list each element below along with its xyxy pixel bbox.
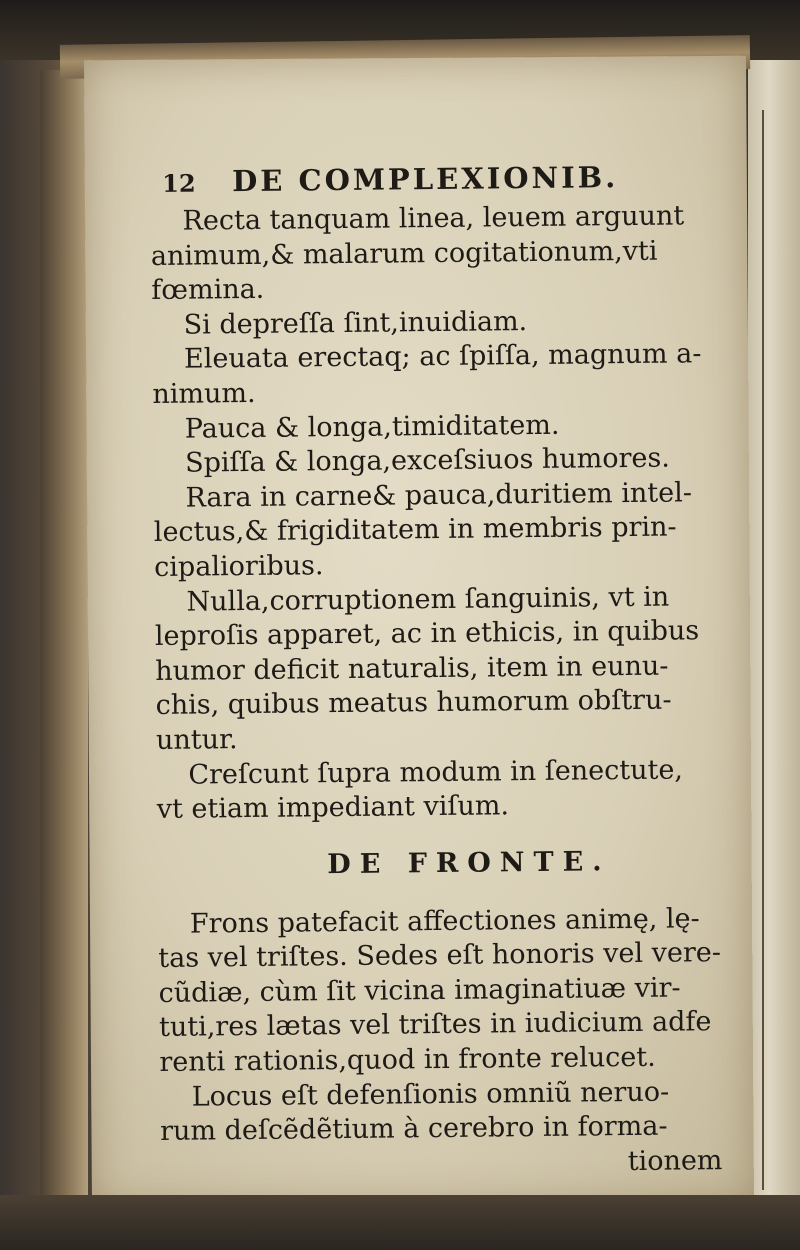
text-line: renti rationis,quod in fronte relucet. <box>159 1041 656 1079</box>
catchword: tionem <box>627 1144 723 1177</box>
body-paragraphs <box>150 199 726 828</box>
text-line: Spiſſa & longa,exceſsiuos humores. <box>184 442 671 479</box>
text-line: humor deficit naturalis, item in eunu- <box>155 650 669 687</box>
text-line: Nulla,corruptionem ſanguinis, vt in <box>186 581 670 618</box>
text-line: cũdiæ, cùm ſit vicina imaginatiuæ vir- <box>158 972 681 1009</box>
text-line: animum,& malarum cogitationum,vti <box>150 235 658 272</box>
text-line: nimum. <box>152 377 256 410</box>
text-line: untur. <box>155 724 238 756</box>
text-line: chis, quibus meatus humorum obſtru- <box>155 684 672 722</box>
text-line: Recta tanquam linea, leuem arguunt <box>182 200 685 237</box>
text-line: Frons patefacit affectiones animę, lę- <box>189 902 700 940</box>
text-line: lectus,& frigiditatem in membris prin- <box>153 511 677 549</box>
facing-page-edge <box>748 60 800 1250</box>
page-text-block <box>150 159 731 1184</box>
text-line: cipalioribus. <box>154 550 324 583</box>
text-line: Eleuata erectaq; ac ſpiſſa, magnum a- <box>183 338 702 376</box>
text-line: leproſis apparet, ac in ethicis, in quibus <box>154 615 700 653</box>
text-line: fœmina. <box>151 273 265 307</box>
page-fold-line <box>762 110 764 1190</box>
text-line: tuti,res lætas vel triſtes in iudicium adfe <box>158 1006 712 1044</box>
text-line: rum deſcẽdẽtium à cerebro in forma- <box>159 1110 668 1148</box>
book-spine-edge <box>40 70 88 1210</box>
text-line: Locus eſt defenſionis omniũ neruo- <box>191 1076 670 1113</box>
text-line: Creſcunt ſupra modum in ſenectute, <box>188 753 684 791</box>
running-head: DE COMPLEXIONIB. <box>231 160 619 199</box>
bottom-shadow <box>0 1195 800 1250</box>
text-line: tas vel triſtes. Sedes eſt honoris vel vere- <box>158 937 722 975</box>
page-number: 12 <box>162 168 196 198</box>
section-heading: DE FRONTE. <box>327 845 611 880</box>
section-paragraphs <box>158 902 731 1150</box>
page-header <box>150 159 720 199</box>
text-line: vt etiam impediant viſum. <box>156 790 510 826</box>
text-line: Si depreſſa ſint,inuidiam. <box>183 305 528 341</box>
text-line: Rara in carne& pauca,duritiem intel- <box>185 477 693 514</box>
text-line: Pauca & longa,timiditatem. <box>184 409 560 445</box>
